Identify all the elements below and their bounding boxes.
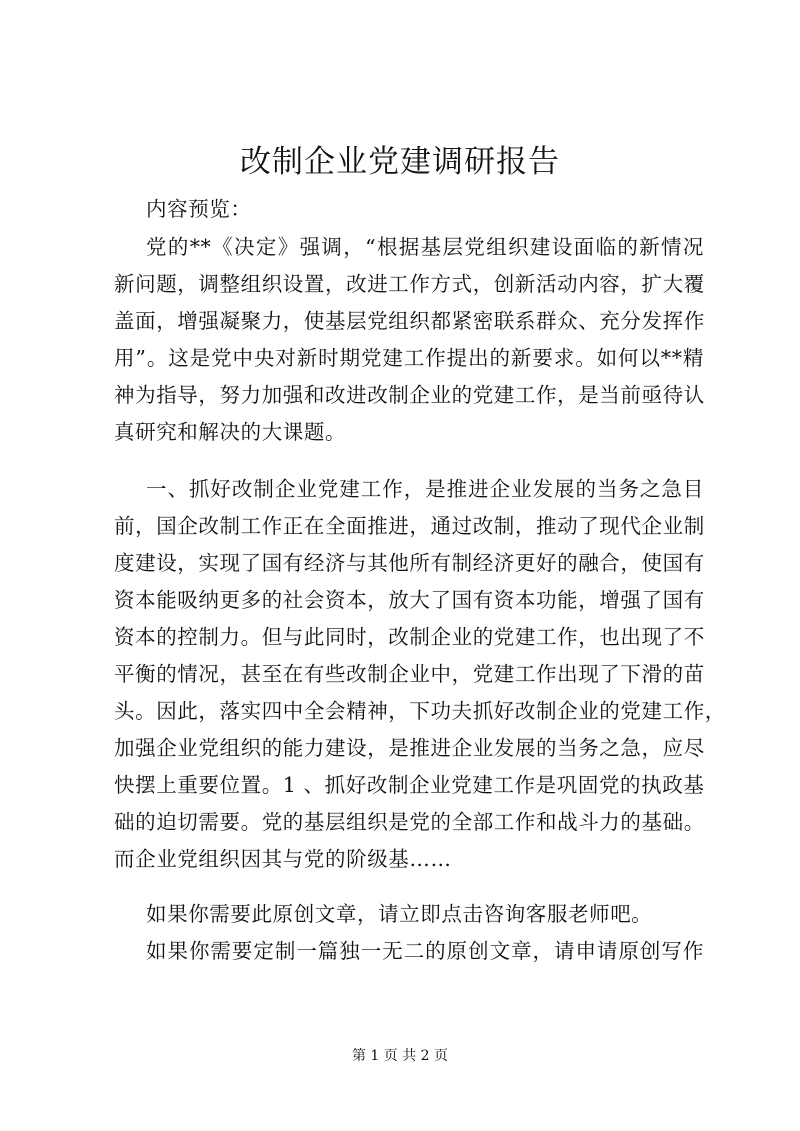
body-line: 党的**《决定》强调，“根据基层党组织建设面临的新情况 — [146, 235, 704, 259]
body-line: 一、抓好改制企业党建工作，是推进企业发展的当务之急目 — [146, 477, 704, 501]
body-line: 用”。这是党中央对新时期党建工作提出的新要求。如何以**精 — [114, 346, 704, 370]
body-line: 度建设，实现了国有经济与其他所有制经济更好的融合，使国有 — [114, 551, 705, 575]
page-number: 第 1 页 共 2 页 — [351, 1048, 449, 1064]
body-line: 盖面，增强凝聚力，使基层党组织都紧密联系群众、充分发挥作 — [114, 309, 705, 333]
promo-line: 如果你需要此原创文章，请立即点击咨询客服老师吧。 — [146, 902, 653, 926]
body-line: 资本的控制力。但与此同时，改制企业的党建工作，也出现了不 — [114, 625, 705, 649]
body-line: 而企业党组织因其与党的阶级基…… — [114, 847, 452, 871]
promo-line: 如果你需要定制一篇独一无二的原创文章，请申请原创写作 — [146, 939, 704, 963]
body-line: 资本能吸纳更多的社会资本，放大了国有资本功能，增强了国有 — [114, 588, 705, 612]
body-line: 础的迫切需要。党的基层组织是党的全部工作和战斗力的基础。 — [114, 810, 705, 834]
body-line: 新问题，调整组织设置，改进工作方式，创新活动内容，扩大覆 — [114, 272, 705, 296]
body-line: 平衡的情况，甚至在有些改制企业中，党建工作出现了下滑的苗 — [114, 662, 705, 686]
body-line: 加强企业党组织的能力建设，是推进企业发展的当务之急，应尽 — [114, 736, 705, 760]
document-title: 改制企业党建调研报告 — [240, 144, 560, 180]
body-line: 神为指导，努力加强和改进改制企业的党建工作，是当前亟待认 — [114, 383, 705, 407]
preview-label: 内容预览： — [146, 197, 252, 221]
body-line: 真研究和解决的大课题。 — [114, 420, 347, 444]
body-line: 前，国企改制工作正在全面推进，通过改制，推动了现代企业制 — [114, 514, 705, 538]
body-line: 快摆上重要位置。1 、抓好改制企业党建工作是巩固党的执政基 — [114, 773, 705, 797]
body-line: 头。因此，落实四中全会精神，下功夫抓好改制企业的党建工作， — [114, 699, 726, 723]
